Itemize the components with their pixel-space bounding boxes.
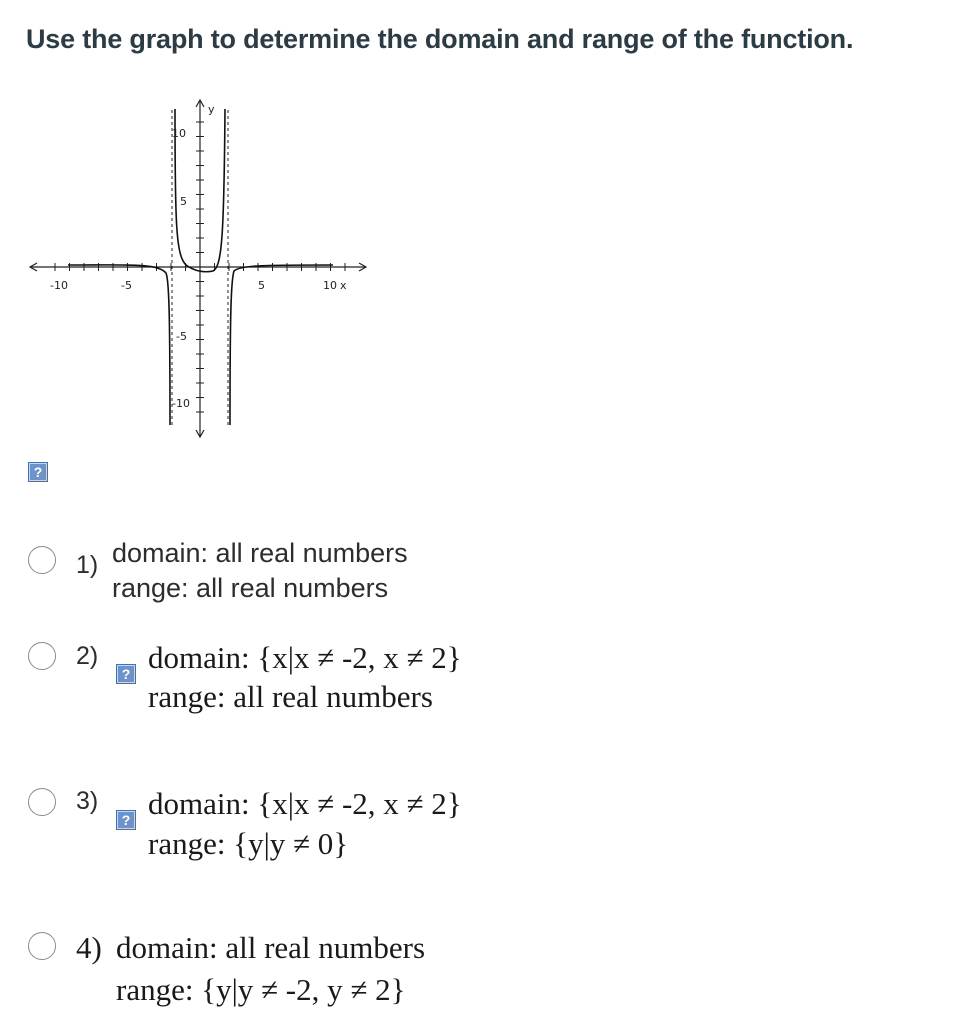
option-2-domain: domain: {x|x ≠ -2, x ≠ 2} [148, 640, 462, 675]
option-4-radio[interactable] [28, 932, 56, 960]
question-text: Use the graph to determine the domain and range of the function. [26, 24, 854, 54]
y-tick-label: -10 [172, 397, 190, 410]
x-tick-label: 5 [258, 279, 265, 292]
y-tick-label: 5 [180, 195, 187, 208]
curve-left-branch [68, 265, 170, 425]
option-4-number: 4) [76, 930, 102, 965]
x-tick-label: -5 [121, 279, 132, 292]
x-axis-label: x [340, 279, 347, 292]
option-1-number: 1) [76, 551, 99, 579]
help-icon[interactable]: ? [116, 664, 136, 684]
y-axis-label: y [208, 103, 215, 116]
option-1-range: range: all real numbers [112, 573, 389, 603]
help-icon[interactable]: ? [116, 810, 136, 830]
option-3-domain: domain: {x|x ≠ -2, x ≠ 2} [148, 786, 462, 821]
option-2-range: range: all real numbers [148, 679, 433, 714]
curve-right-branch [230, 265, 333, 425]
x-tick-label: 10 [323, 279, 337, 292]
y-tick-label: -5 [176, 330, 187, 343]
option-3-number: 3) [76, 787, 99, 815]
option-4-domain: domain: all real numbers [116, 930, 426, 965]
y-tick-label: 10 [172, 127, 186, 140]
x-tick-label: -10 [50, 279, 68, 292]
option-2-number: 2) [76, 642, 99, 670]
option-2-radio[interactable] [28, 642, 56, 670]
function-graph [28, 95, 373, 445]
option-4-range: range: {y|y ≠ -2, y ≠ 2} [116, 972, 406, 1007]
option-3-range: range: {y|y ≠ 0} [148, 826, 349, 861]
help-icon[interactable]: ? [28, 462, 48, 482]
option-1-domain: domain: all real numbers [112, 538, 408, 568]
option-1-radio[interactable] [28, 546, 56, 574]
option-3-radio[interactable] [28, 788, 56, 816]
